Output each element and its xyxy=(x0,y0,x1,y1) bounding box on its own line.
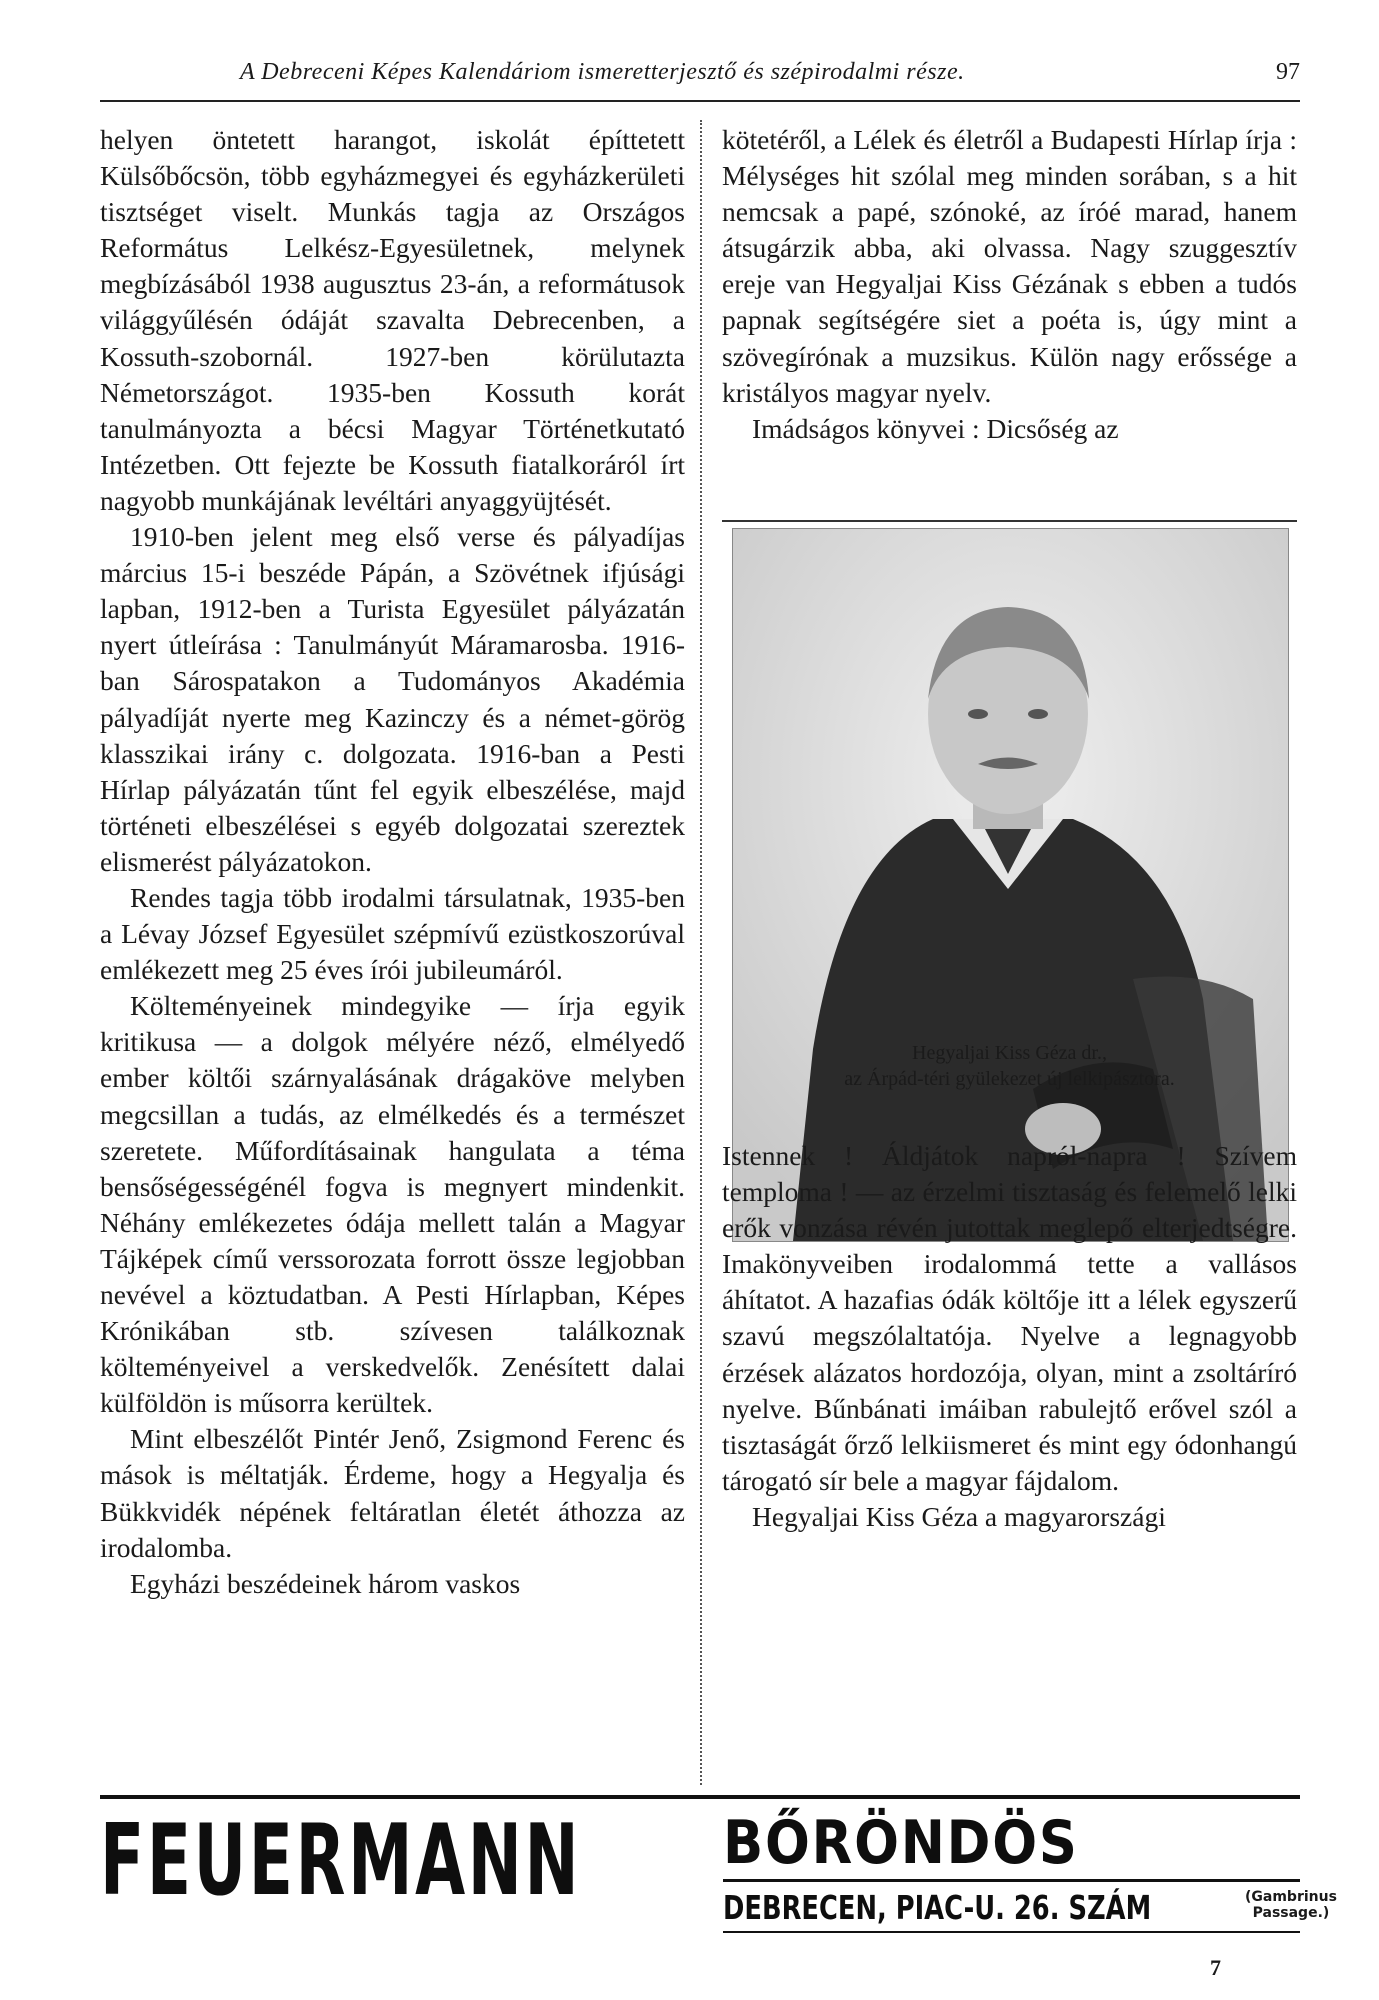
advertisement xyxy=(100,1804,1337,1945)
portrait-illustration xyxy=(733,529,1288,1241)
paragraph: helyen öntetett harangot, iskolát építtetett Külsőbőcsön, több egyházmegyei és egyházkerületi tisztséget viselt. Munkás tagja az Országos Református Lelkész-Egyesületnek, melynek megbízásából 1938 augusztus 23-án, a reformátusok világgyűlésén ódáját szavalta Debrecenben, a Kossuth-szobornál. 1927-ben körülutazta Németországot. 1935-ben Kossuth korát tanulmányozta a bécsi Magyar Történetkutató Intézetben. Ott fejezte be Kossuth fiatalkoráról írt nagyobb munkájának levéltári anyaggyüjtését. xyxy=(100,124,685,516)
figure-caption xyxy=(722,1040,1297,1092)
advertisement-rule xyxy=(100,1795,1300,1799)
paragraph: Hegyaljai Kiss Géza a magyarországi xyxy=(752,1500,1166,1532)
left-column xyxy=(100,122,685,1602)
paragraph: Imádságos könyvei : Dicsőség az xyxy=(752,412,1119,444)
portrait-photo xyxy=(732,528,1289,1242)
right-column-top xyxy=(722,122,1297,447)
column-divider xyxy=(700,120,703,1785)
caption-description: az Árpád-téri gyülekezet új lelkipásztora. xyxy=(844,1068,1175,1090)
advertiser-address: DEBRECEN, PIAC-U. 26. SZÁM xyxy=(723,1888,1152,1927)
note-line: Passage.) xyxy=(1252,1905,1330,1921)
caption-name: Hegyaljai Kiss Géza dr., xyxy=(912,1042,1107,1064)
running-title: A Debreceni Képes Kalendáriom ismeretterjesztő és szépirodalmi része. xyxy=(240,59,965,85)
paragraph: Egyházi beszédeinek három vaskos xyxy=(130,1567,521,1599)
sheet-number: 7 xyxy=(1210,1955,1221,1980)
header-rule xyxy=(100,100,1300,102)
page-number: 97 xyxy=(1276,59,1300,85)
paragraph: Rendes tagja több irodalmi társulatnak, 1935-ben a Lévay József Egyesület szépmívű ezüstkoszorúval emlékezett meg 25 éves írói jubileumáról. xyxy=(100,881,685,986)
paragraph: 1910-ben jelent meg első verse és pályadíjas március 15-i beszéde Pápán, a Szövétnek ifjúsági lapban, 1912-ben a Turista Egyesület pályázatán nyert útleírása : Tanulmányút Máramarosba. 1916-ban Sárospatakon a Tudományos Akadémia pályadíját nyerte meg Kazinczy és a német-görög klasszikai irány c. dolgozata. 1916-ban a Pesti Hírlap pályázatán tűnt fel egyik elbeszélése, majd történeti elbeszélései s egyéb dolgozatai szereztek elismerést pályázatokon. xyxy=(100,521,685,877)
paragraph: Költeményeinek mindegyike — írja egyik kritikusa — a dolgok mélyére néző, elmélyedő ember költői szárnyalásának drágaköve melyben megcsillan a tudás, az elmélkedés és a természet szeretete. Műfordításainak hangulata a téma bensőségességénél fogva is megnyert mindenkit. Néhány emlékezetes ódája mellett talán a Magyar Tájképek című verssorozata forrott össze legjobban nevével a köztudatban. A Pesti Hírlapban, Képes Krónikában stb. szívesen találkoznak költeményeivel a verskedvelők. Zenésített dalai külföldön is műsorra kerültek. xyxy=(100,990,685,1419)
advertiser-location-note xyxy=(1245,1889,1337,1921)
paragraph: Istennek ! Áldjátok napról-napra ! Szívem temploma ! — az érzelmi tisztaság és felemelő lelki erők vonzása révén jutottak meglepő elterjedtségre. Imakönyveiben irodalommá tette a vallásos áhítatot. A hazafias ódák költője itt a lélek egyszerű szavú megszólaltatója. Nyelve a legnagyobb érzések alázatos hordozója, olyan, mint a zsoltáríró nyelve. Bűnbánati imáiban rabulejtő erővel szól a tisztaságát őrző lelkiismeret és mint egy ódonhangú tárogató sír bele a magyar fájdalom. xyxy=(722,1140,1297,1496)
advertisement-inner-rule xyxy=(723,1879,1300,1882)
advertiser-name: FEUERMANN xyxy=(100,1804,582,1918)
right-column-bottom xyxy=(722,1138,1297,1535)
figure-rule xyxy=(722,520,1297,522)
paragraph: kötetéről, a Lélek és életről a Budapesti Hírlap írja : Mélységes hit szólal meg minden sorában, s a hit nemcsak a papé, szónoké, az íróé marad, hanem átsugárzik abba, aki olvassa. Nagy szuggesztív ereje van Hegyaljai Kiss Gézának s ebben a tudós papnak segítségére siet a poéta is, úgy mint a szövegírónak a muzsikus. Külön nagy erőssége a kristályos magyar nyelv. xyxy=(722,124,1297,408)
page-header xyxy=(100,55,1300,95)
advertiser-trade: BŐRÖNDÖS xyxy=(723,1808,1079,1878)
paragraph: Mint elbeszélőt Pintér Jenő, Zsigmond Ferenc és mások is méltatják. Érdeme, hogy a Hegyalja és Bükkvidék népének feltáratlan életét áthozza az irodalomba. xyxy=(100,1423,685,1563)
advertisement-underline xyxy=(723,1931,1300,1933)
note-line: (Gambrinus xyxy=(1245,1889,1337,1905)
